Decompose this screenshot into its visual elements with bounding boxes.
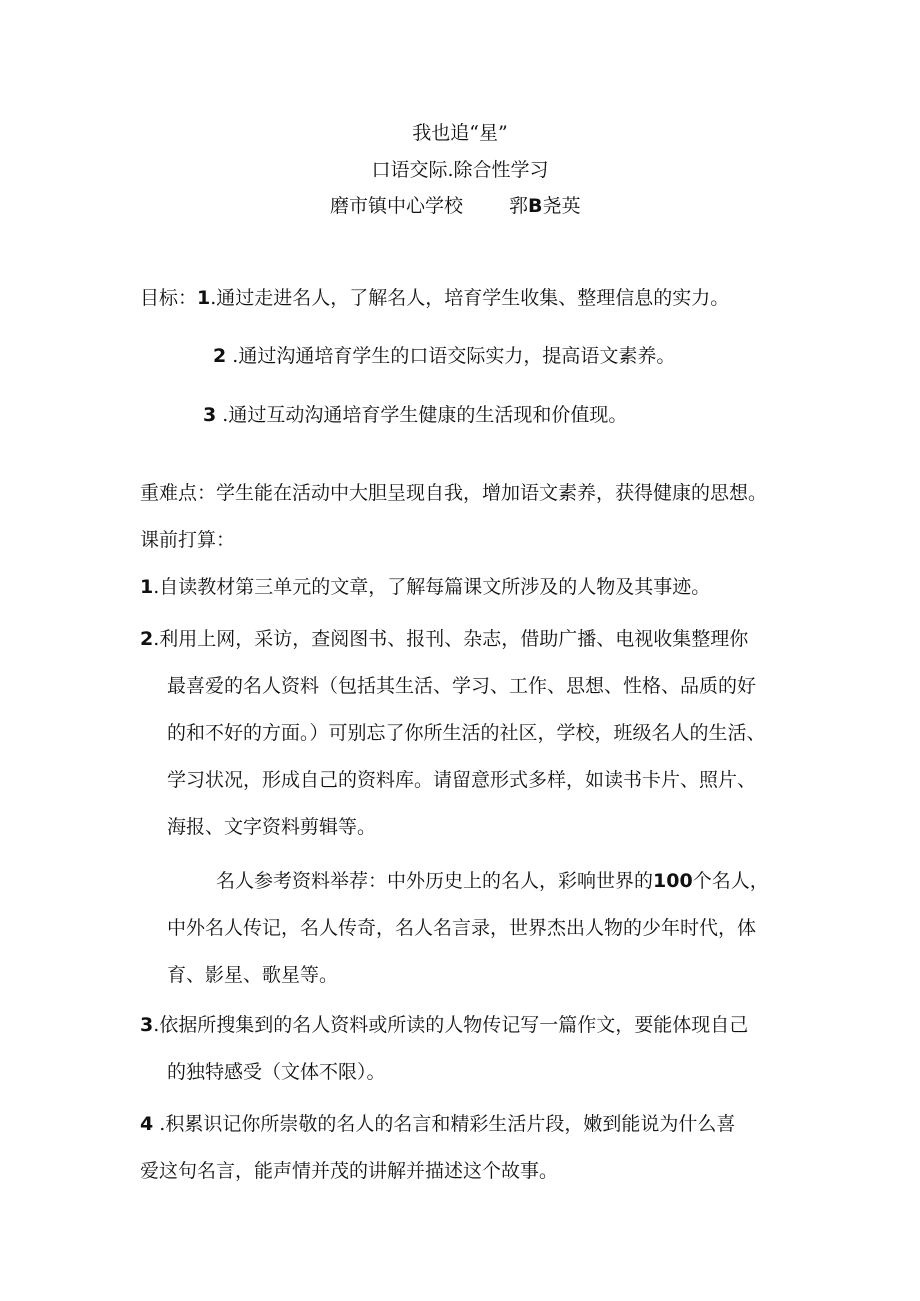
key-points: 重难点：学生能在活动中大胆呈现自我，增加语文素养，获得健康的思想。 — [140, 482, 768, 504]
goals-label: 目标： — [140, 287, 198, 309]
prep-item-2-line: 海报、文字资料剪辑等。 — [167, 816, 377, 838]
document-title: 我也追“星” — [412, 122, 508, 144]
prep-item-3-line: 的独特感受（文体不限）。 — [167, 1061, 386, 1083]
prep-item-2-line: 的和不好的方面。）可别忘了你所生活的社区，学校，班级名人的生活、 — [167, 722, 766, 744]
goal-item-1: 目标：1.通过走进名人，了解名人，培育学生收集、整理信息的实力。 — [140, 287, 730, 309]
prep-item-2-line: 最喜爱的名人资料（包括其生活、学习、工作、思想、性格、品质的好 — [167, 675, 757, 697]
preparation-heading: 课前打算： — [140, 529, 236, 551]
author-name: 郛B尧英 — [509, 195, 581, 217]
author-line — [330, 194, 581, 218]
reference-note: 名人参考资料举荐：中外历史上的名人，彩响世界的100个名人， — [216, 870, 769, 892]
prep-item-3: 3.依据所搜集到的名人资料或所读的人物传记写一篇作文，要能体现自己 — [140, 1014, 749, 1036]
goal-item-3: 3 .通过互动沟通培育学生健康的生活现和价值现。 — [203, 404, 628, 426]
document-subtitle: 口语交际.除合性学习 — [371, 159, 549, 181]
goal-item-2: 2 .通过沟通培育学生的口语交际实力，提高语文素养。 — [213, 345, 676, 367]
school-name: 磨市镇中心学校 — [330, 195, 464, 217]
reference-note-line: 中外名人传记，名人传奇，名人名言录，世界杰出人物的少年时代，体 — [167, 917, 757, 939]
prep-item-4-line: 爱这句名言，能声情并茂的讲解并描述这个故事。 — [140, 1160, 559, 1182]
reference-note-line: 育、影星、歌星等。 — [167, 964, 339, 986]
prep-item-4: 4 .积累识记你所崇敬的名人的名言和精彩生活片段，嫩到能说为什么喜 — [140, 1113, 736, 1135]
prep-item-2-line: 学习状况，形成自己的资料库。请留意形式多样，如读书卡片、照片、 — [167, 769, 757, 791]
prep-item-1: 1.自读教材第三单元的文章，了解每篇课文所涉及的人物及其事迹。 — [140, 576, 711, 598]
prep-item-2: 2.利用上网，采访，查阅图书、报刊、杂志，借助广播、电视收集整理你 — [140, 628, 749, 650]
